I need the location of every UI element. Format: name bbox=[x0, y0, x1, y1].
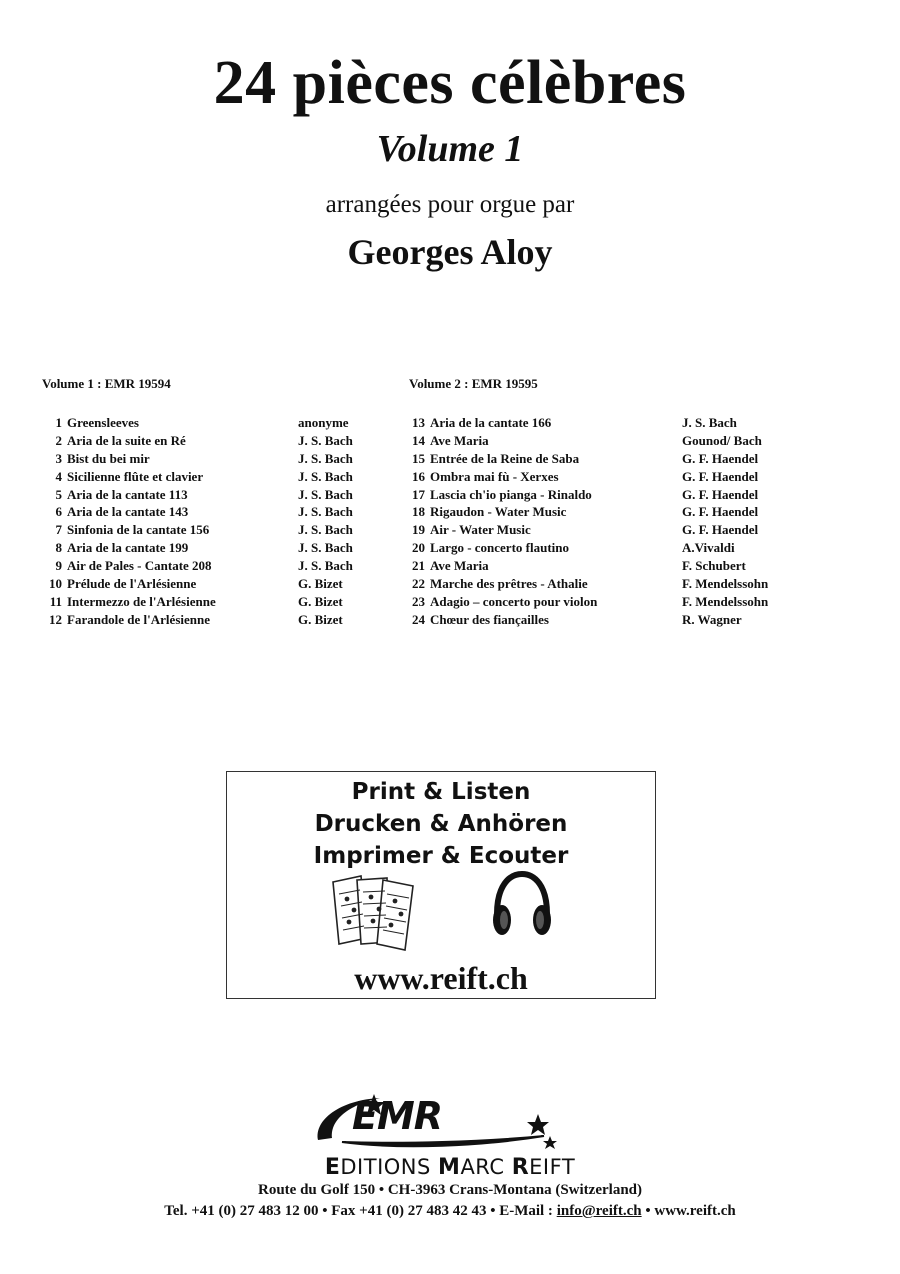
piece-title: Aria de la cantate 143 bbox=[67, 504, 189, 520]
piece-title: Largo - concerto flautino bbox=[430, 540, 570, 556]
piece-row bbox=[42, 432, 372, 450]
piece-number: 7 bbox=[55, 522, 62, 538]
piece-number: 19 bbox=[412, 522, 425, 538]
contact-website: • www.reift.ch bbox=[641, 1203, 736, 1219]
piece-title: Farandole de l'Arlésienne bbox=[67, 611, 210, 627]
piece-number: 6 bbox=[55, 504, 62, 520]
piece-title: Ave Maria bbox=[430, 558, 489, 574]
piece-number: 3 bbox=[55, 450, 62, 466]
piece-row bbox=[42, 521, 372, 539]
piece-title: Greensleeves bbox=[67, 415, 139, 430]
emr-logo bbox=[312, 1092, 562, 1152]
piece-row bbox=[42, 503, 372, 521]
piece-composer: G. F. Haendel bbox=[682, 522, 759, 538]
volume2-heading: Volume 2 : EMR 19595 bbox=[409, 376, 538, 391]
piece-title: Aria de la suite en Ré bbox=[67, 432, 186, 448]
piece-title: Rigaudon - Water Music bbox=[430, 504, 567, 520]
piece-row bbox=[405, 414, 805, 432]
piece-row bbox=[405, 575, 805, 593]
piece-composer: J. S. Bach bbox=[298, 558, 353, 574]
piece-number: 5 bbox=[55, 486, 62, 502]
publisher-name bbox=[0, 1157, 900, 1179]
piece-title: Aria de la cantate 199 bbox=[67, 540, 189, 556]
piece-composer: anonyme bbox=[298, 415, 349, 430]
piece-number: 1 bbox=[55, 415, 62, 430]
piece-row bbox=[42, 611, 372, 629]
piece-title: Bist du bei mir bbox=[67, 450, 150, 466]
piece-composer: G. Bizet bbox=[298, 593, 343, 609]
piece-number: 17 bbox=[412, 486, 425, 502]
piece-number: 20 bbox=[412, 540, 425, 556]
piece-number: 13 bbox=[412, 415, 425, 430]
piece-composer: F. Mendelssohn bbox=[682, 576, 769, 592]
piece-title: Lascia ch'io pianga - Rinaldo bbox=[430, 486, 592, 502]
piece-title: Sicilienne flûte et clavier bbox=[67, 468, 204, 484]
piece-title: Ave Maria bbox=[430, 432, 489, 448]
piece-row bbox=[42, 414, 372, 432]
piece-composer: J. S. Bach bbox=[682, 415, 737, 430]
piece-number: 8 bbox=[55, 540, 62, 556]
piece-number: 23 bbox=[412, 593, 425, 609]
publisher-address: Route du Golf 150 • CH-3963 Crans-Montana (Switzerland) bbox=[258, 1182, 642, 1198]
headphones-icon bbox=[489, 870, 555, 940]
piece-composer: Gounod/ Bach bbox=[682, 432, 762, 448]
volume-label: Volume 1 bbox=[376, 128, 524, 170]
piece-number: 2 bbox=[55, 432, 62, 448]
piece-row bbox=[42, 575, 372, 593]
piece-composer: J. S. Bach bbox=[298, 432, 353, 448]
piece-composer: J. S. Bach bbox=[298, 504, 353, 520]
piece-composer: A.Vivaldi bbox=[682, 540, 735, 556]
piece-title: Intermezzo de l'Arlésienne bbox=[67, 593, 216, 609]
print-listen-box bbox=[226, 771, 656, 999]
piece-row bbox=[405, 557, 805, 575]
piece-row bbox=[405, 432, 805, 450]
piece-number: 18 bbox=[412, 504, 425, 520]
piece-composer: G. F. Haendel bbox=[682, 486, 759, 502]
piece-title: Aria de la cantate 166 bbox=[430, 415, 552, 430]
promo-line-english: Print & Listen bbox=[351, 779, 531, 805]
piece-row bbox=[405, 611, 805, 629]
piece-row bbox=[405, 503, 805, 521]
piece-composer: J. S. Bach bbox=[298, 522, 353, 538]
piece-number: 16 bbox=[412, 468, 425, 484]
website-url[interactable]: www.reift.ch bbox=[354, 960, 528, 996]
piece-title: Air de Pales - Cantate 208 bbox=[67, 558, 212, 574]
piece-number: 9 bbox=[55, 558, 62, 574]
piece-composer: F. Mendelssohn bbox=[682, 593, 769, 609]
publisher-text-ditions: DITIONS bbox=[340, 1155, 439, 1179]
piece-number: 10 bbox=[49, 576, 62, 592]
piece-composer: J. S. Bach bbox=[298, 468, 353, 484]
publisher-initial-m: M bbox=[438, 1155, 461, 1180]
piece-title: Sinfonia de la cantate 156 bbox=[67, 522, 210, 538]
piece-title: Entrée de la Reine de Saba bbox=[430, 450, 580, 466]
piece-composer: G. Bizet bbox=[298, 576, 343, 592]
promo-line-german: Drucken & Anhören bbox=[314, 811, 568, 837]
piece-composer: G. F. Haendel bbox=[682, 504, 759, 520]
piece-number: 14 bbox=[412, 432, 425, 448]
piece-composer: R. Wagner bbox=[682, 611, 742, 627]
publisher-initial-r: R bbox=[511, 1155, 530, 1180]
subtitle: arrangées pour orgue par bbox=[325, 191, 575, 218]
logo-wordmark: EMR bbox=[352, 1094, 443, 1138]
piece-title: Air - Water Music bbox=[430, 522, 531, 538]
volume1-list bbox=[42, 414, 372, 629]
piece-row bbox=[42, 539, 372, 557]
piece-row bbox=[405, 486, 805, 504]
publisher-text-eift: EIFT bbox=[529, 1155, 576, 1179]
publisher-text-arc: ARC bbox=[460, 1155, 512, 1179]
piece-row bbox=[42, 593, 372, 611]
piece-title: Prélude de l'Arlésienne bbox=[67, 576, 197, 592]
piece-composer: J. S. Bach bbox=[298, 486, 353, 502]
page-title: 24 pièces célèbres bbox=[213, 49, 687, 117]
piece-row bbox=[405, 521, 805, 539]
piece-composer: G. Bizet bbox=[298, 611, 343, 627]
piece-composer: F. Schubert bbox=[682, 558, 746, 574]
volume2-list bbox=[405, 414, 805, 629]
piece-row bbox=[405, 593, 805, 611]
piece-title: Marche des prêtres - Athalie bbox=[430, 576, 588, 592]
piece-number: 15 bbox=[412, 450, 425, 466]
piece-number: 24 bbox=[412, 611, 425, 627]
piece-number: 4 bbox=[55, 468, 62, 484]
piece-number: 22 bbox=[412, 576, 425, 592]
volume1-heading: Volume 1 : EMR 19594 bbox=[42, 376, 171, 391]
piece-number: 12 bbox=[49, 611, 62, 627]
piece-composer: J. S. Bach bbox=[298, 450, 353, 466]
piece-title: Adagio – concerto pour violon bbox=[430, 593, 598, 609]
sheet-music-icon bbox=[327, 872, 423, 952]
publisher-contact bbox=[0, 1204, 900, 1219]
piece-row bbox=[405, 468, 805, 486]
piece-composer: J. S. Bach bbox=[298, 540, 353, 556]
contact-phone-fax: Tel. +41 (0) 27 483 12 00 • Fax +41 (0) 27 483 42 43 • E-Mail : bbox=[164, 1203, 557, 1219]
piece-composer: G. F. Haendel bbox=[682, 450, 759, 466]
piece-number: 11 bbox=[49, 593, 62, 609]
publisher-initial-e: E bbox=[324, 1155, 341, 1180]
contact-email-link[interactable]: info@reift.ch bbox=[556, 1203, 642, 1219]
piece-row bbox=[42, 486, 372, 504]
piece-title: Chœur des fiançailles bbox=[430, 611, 549, 627]
promo-line-french: Imprimer & Ecouter bbox=[313, 843, 569, 869]
piece-row bbox=[42, 557, 372, 575]
piece-title: Ombra mai fù - Xerxes bbox=[430, 468, 559, 484]
piece-row bbox=[405, 450, 805, 468]
piece-title: Aria de la cantate 113 bbox=[67, 486, 188, 502]
piece-row bbox=[42, 468, 372, 486]
author-name: Georges Aloy bbox=[347, 232, 553, 272]
piece-composer: G. F. Haendel bbox=[682, 468, 759, 484]
piece-row bbox=[42, 450, 372, 468]
piece-row bbox=[405, 539, 805, 557]
piece-number: 21 bbox=[412, 558, 425, 574]
